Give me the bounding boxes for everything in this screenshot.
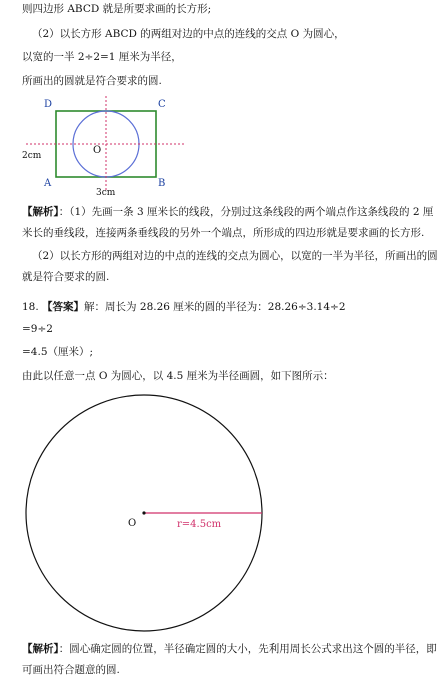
analysis-2-tag: 【解析】 xyxy=(22,643,59,655)
line-3: 以宽的一半 2÷2=1 厘米为半径， xyxy=(22,51,182,63)
label-d: D xyxy=(44,99,53,110)
analysis-1-b: （2）以长方形的两组对边的中点的连线的交点为圆心，以宽的一半为半径，所画出的圆就是符合要求的圆. xyxy=(22,250,438,283)
width-label: 3cm xyxy=(96,188,116,198)
label-c: C xyxy=(158,99,166,110)
q18-number: 18. xyxy=(22,301,39,313)
figure-circle-radius xyxy=(20,390,270,635)
line-4: 所画出的圆就是符合要求的圆. xyxy=(22,75,162,87)
analysis-2 xyxy=(22,639,442,681)
figure-rectangle-circle xyxy=(20,92,250,198)
q18-tag: 【答案】 xyxy=(42,301,85,313)
analysis-1 xyxy=(22,202,442,244)
calc-1: =9÷2 xyxy=(22,323,53,335)
height-label: 2cm xyxy=(22,151,42,161)
label-o: O xyxy=(93,145,102,156)
label-a: A xyxy=(44,178,52,189)
radius-label: r=4.5cm xyxy=(177,519,222,530)
q18-line xyxy=(22,300,346,314)
analysis-1-tag: 【解析】 xyxy=(22,206,59,218)
center-dot xyxy=(142,511,145,514)
line-1: 则四边形 ABCD 就是所要求画的长方形; xyxy=(22,3,212,15)
analysis-2-text: ：圆心确定圆的位置，半径确定圆的大小，先利用周长公式求出这个圆的半径，即可画出符合题意的圆. xyxy=(22,643,437,676)
calc-2: =4.5（厘米）; xyxy=(22,346,94,358)
analysis-1-part-a: ：（1）先画一条 3 厘米长的线段，分别过这条线段的两个端点作这条线段的 2 厘米长的垂线段，连接两条垂线段的另外一个端点，所形成的四边形就是要求画的长方形. xyxy=(22,206,434,239)
draw-instruction: 由此以任意一点 O 为圆心，以 4.5 厘米为半径画圆，如下图所示： xyxy=(22,370,334,382)
line-2: （2）以长方形 ABCD 的两组对边的中点的连线的交点 O 为圆心， xyxy=(32,28,345,40)
center-label: O xyxy=(128,518,137,529)
q18-text: 解：周长为 28.26 厘米的圆的半径为：28.26÷3.14÷2 xyxy=(84,301,346,313)
label-b: B xyxy=(158,178,166,189)
